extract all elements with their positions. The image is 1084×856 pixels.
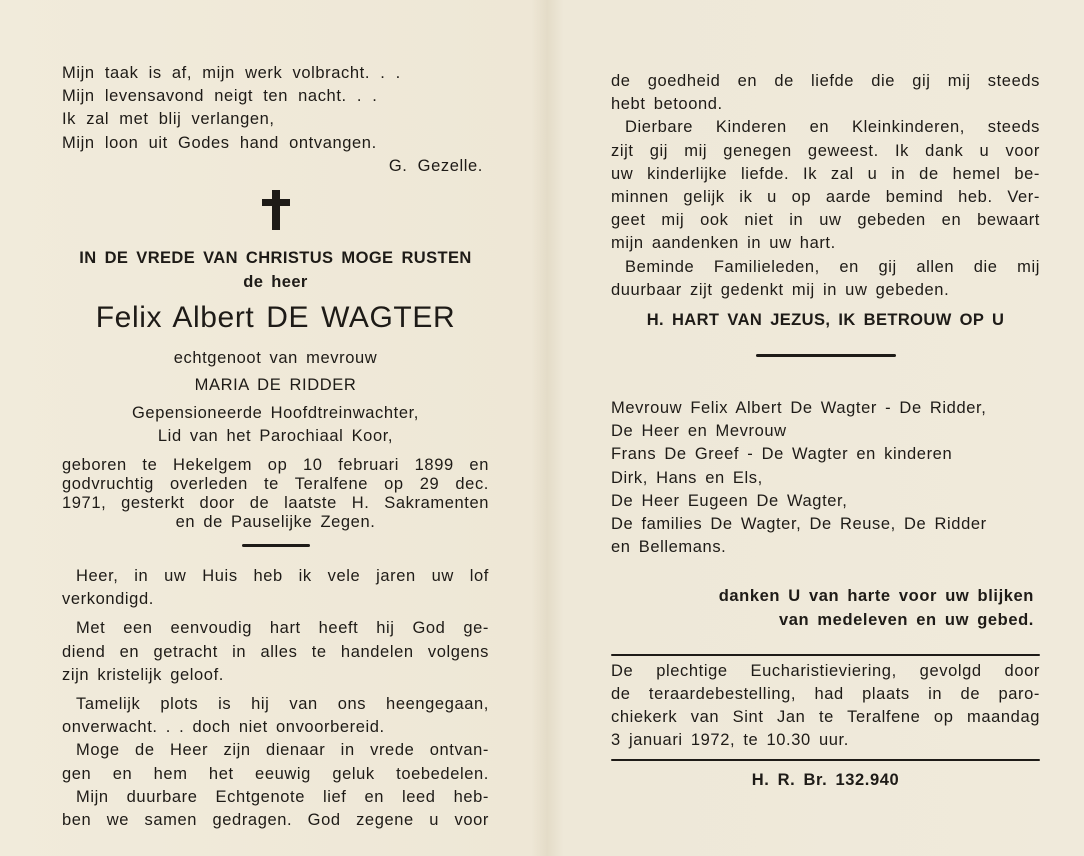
spouse-intro: echtgenoot van mevrouw <box>173 349 378 368</box>
paragraph-2 <box>62 617 489 687</box>
ceremony-line: De plechtige Eucharistieviering, gevolgd door <box>611 661 1040 680</box>
deceased-name: Felix Albert DE WAGTER <box>95 301 456 335</box>
paragraph-4 <box>62 739 489 785</box>
cross-icon <box>256 188 296 232</box>
family-line: De Heer Eugeen De Wagter, <box>611 491 848 510</box>
thanks-line: danken U van harte voor uw blijken <box>718 587 1034 606</box>
text-line: Heer, in uw Huis heb ik vele jaren uw lof <box>76 567 489 586</box>
dates-line: godvruchtig overleden te Teralfene op 29 dec. <box>62 475 489 494</box>
text-line: Mijn duurbare Echtgenote lief en leed heb- <box>76 787 489 806</box>
divider <box>611 654 1040 656</box>
prayer-line: H. HART VAN JEZUS, IK BETROUW OP U <box>646 311 1005 330</box>
divider <box>756 354 896 357</box>
right-paragraph-2 <box>611 116 1040 255</box>
text-line: Beminde Familieleden, en gij allen die mij <box>625 257 1040 276</box>
family-line: Dirk, Hans en Els, <box>611 468 763 487</box>
heading-2: de heer <box>243 273 308 292</box>
right-paragraph-3 <box>611 256 1040 302</box>
text-line: geet mij ook niet in uw gebeden en bewaart <box>611 211 1040 230</box>
family-line: Mevrouw Felix Albert De Wagter - De Ridder, <box>611 399 987 418</box>
text-line: verkondigd. <box>62 590 154 609</box>
family-line: De Heer en Mevrouw <box>611 422 787 441</box>
occupation: Gepensioneerde Hoofdtreinwachter, <box>132 403 419 422</box>
text-line: Met een eenvoudig hart heeft hij God ge- <box>76 619 489 638</box>
poem-line: Mijn levensavond neigt ten nacht. . . <box>62 87 378 106</box>
text-line: gen en hem het eeuwig geluk toebedelen. <box>62 764 489 783</box>
printer-reference: H. R. Br. 132.940 <box>751 770 900 789</box>
text-line: onverwacht. . . doch niet onvoorbereid. <box>62 718 385 737</box>
family-line: Frans De Greef - De Wagter en kinderen <box>611 445 953 464</box>
birth-death-dates <box>62 456 489 532</box>
divider <box>242 544 310 547</box>
thanks <box>611 585 1040 631</box>
dates-line: geboren te Hekelgem op 10 februari 1899 en <box>62 456 489 475</box>
text-line: diend en getracht in alles te handelen volgens <box>62 642 489 661</box>
right-page <box>545 0 1084 856</box>
text-line: minnen gelijk ik u op aarde bemind heb. Ver- <box>611 188 1040 207</box>
ceremony-line: 3 januari 1972, te 10.30 uur. <box>611 731 849 750</box>
dates-line: en de Pauselijke Zegen. <box>175 513 376 532</box>
divider <box>611 759 1040 761</box>
text-line: Dierbare Kinderen en Kleinkinderen, steeds <box>625 118 1040 137</box>
membership: Lid van het Parochiaal Koor, <box>157 426 394 445</box>
poem-author: G. Gezelle. <box>388 156 483 175</box>
dates-line: 1971, gesterkt door de laatste H. Sakramenten <box>62 494 489 513</box>
paragraph-1 <box>62 565 489 611</box>
spouse-name: MARIA DE RIDDER <box>194 376 357 395</box>
ceremony-line: chiekerk van Sint Jan te Teralfene op maandag <box>611 708 1040 727</box>
poem <box>62 62 489 178</box>
thanks-line: van medeleven en uw gebed. <box>778 610 1034 629</box>
ceremony-line: de teraardebestelling, had plaats in de paro- <box>611 685 1040 704</box>
text-line: Moge de Heer zijn dienaar in vrede ontvan- <box>76 741 489 760</box>
poem-line: Mijn loon uit Godes hand ontvangen. <box>62 133 377 152</box>
text-line: Tamelijk plots is hij van ons heengegaan, <box>76 695 489 714</box>
text-line: zijt gij mij genegen geweest. Ik dank u voor <box>611 141 1040 160</box>
text-line: uw kinderlijke liefde. Ik zal u in de hemel be- <box>611 164 1040 183</box>
text-line: hebt betoond. <box>611 95 723 114</box>
family-list <box>611 397 1040 559</box>
text-line: duurbaar zijt gedenkt mij in uw gebeden. <box>611 280 950 299</box>
family-line: De families De Wagter, De Reuse, De Ridder <box>611 515 987 534</box>
text-line: mijn aandenken in uw hart. <box>611 234 836 253</box>
text-line: zijn kristelijk geloof. <box>62 665 224 684</box>
right-paragraph-1 <box>611 70 1040 116</box>
poem-line: Ik zal met blij verlangen, <box>62 110 275 129</box>
poem-line: Mijn taak is af, mijn werk volbracht. . . <box>62 64 401 82</box>
ceremony-notice <box>611 660 1040 753</box>
family-line: en Bellemans. <box>611 538 727 557</box>
paragraph-3 <box>62 693 489 739</box>
paragraph-5 <box>62 786 489 832</box>
text-line: de goedheid en de liefde die gij mij steeds <box>611 72 1040 90</box>
text-line: ben we samen gedragen. God zegene u voor <box>62 811 489 830</box>
heading-1: IN DE VREDE VAN CHRISTUS MOGE RUSTEN <box>79 249 472 268</box>
